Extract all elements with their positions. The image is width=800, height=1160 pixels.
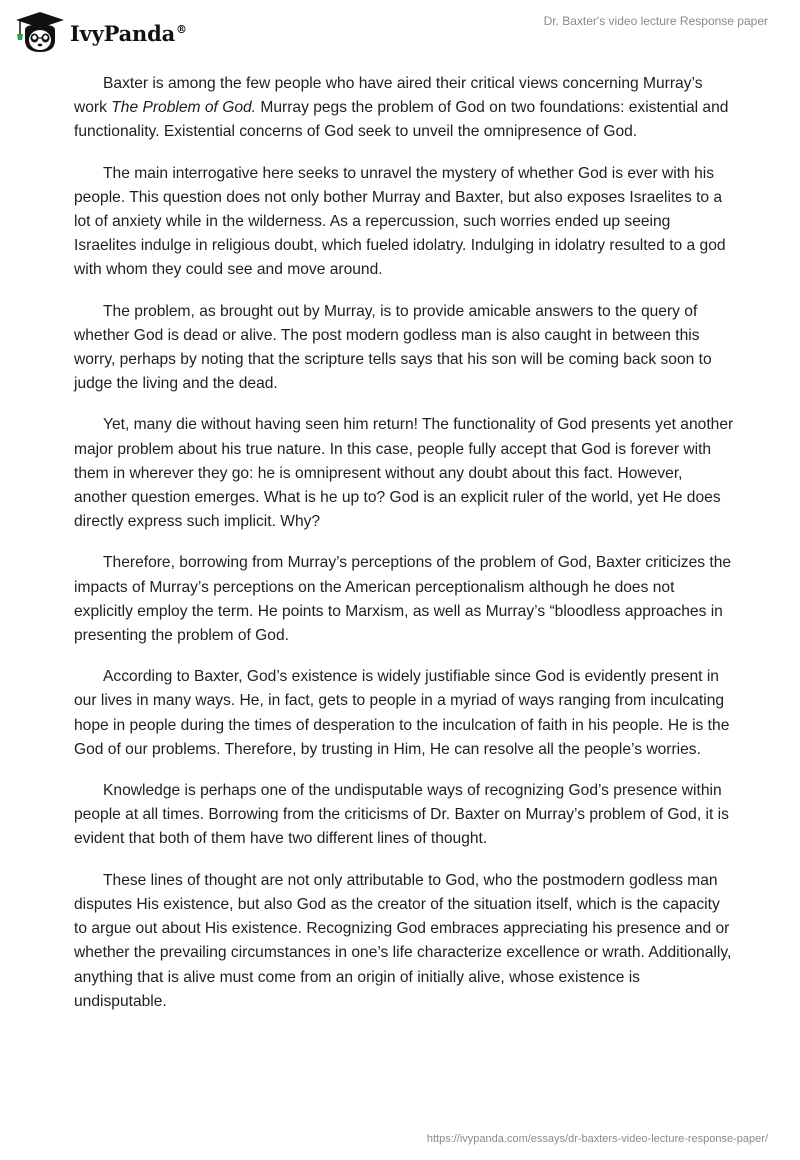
brand-logo[interactable]: [14, 10, 187, 54]
brand-name: IvyPanda®: [70, 20, 187, 46]
paragraph: Therefore, borrowing from Murray’s perceptions of the problem of God, Baxter criticizes the impacts of Murray’s perceptions on the American perceptionalism although he does not explicitly employ the term. He points to Marxism, as well as Murray’s “bloodless approaches in presenting the problem of God.: [74, 554, 732, 645]
paragraph: Yet, many die without having seen him return! The functionality of God presents yet another major problem about his true nature. In this case, people fully accept that God is forever with them in wherever they go: he is omnipresent without any doubt about this fact. However, another question emerges. What is he up to? God is an explicit ruler of the world, yet He does directly express such implicit. Why?: [74, 416, 734, 531]
paragraph: These lines of thought are not only attributable to God, who the postmodern godless man disputes His existence, but also God as the creator of the situation itself, which is the capacity to argue out about His existence. Recognizing God embraces appreciating his presence and or whether the prevailing circumstances in one’s life characterize excellence or wrath. Additionally, anything that is alive must come from an origin of initially alive, whose existence is undisputable.: [74, 871, 732, 1010]
paragraph: Knowledge is perhaps one of the undisputable ways of recognizing God’s presence within people at all times. Borrowing from the criticisms of Dr. Baxter on Murray’s problem of God, it is evident that both of them have two different lines of thought.: [74, 782, 729, 848]
panda-graduate-icon: [14, 10, 66, 54]
source-url-link[interactable]: https://ivypanda.com/essays/dr-baxters-video-lecture-response-paper/: [426, 1133, 768, 1145]
paragraph: Baxter is among the few people who have aired their critical views concerning Murray’s work The Problem of God. Murray pegs the problem of God on two foundations: existential and functionality. Existential concerns of God seek to unveil the omnipresence of God.: [74, 75, 729, 141]
paragraph: According to Baxter, God’s existence is widely justifiable since God is evidently present in our lives in many ways. He, in fact, gets to people in a myriad of ways ranging from inculcating hope in people during the times of desperation to the inculcation of faith in his people. He is the God of our problems. Therefore, by trusting in Him, He can resolve all the people’s worries.: [74, 668, 730, 758]
essay-body: [74, 72, 734, 1031]
page-header: [0, 0, 800, 60]
paragraph: The main interrogative here seeks to unravel the mystery of whether God is ever with his people. This question does not only bother Murray and Baxter, but also exposes Israelites to a lot of anxiety while in the wilderness. As a repercussion, such worries ended up seeing Israelites indulge in religious doubt, which fueled idolatry. Indulging in idolatry resulted to a god with whom they could see and move around.: [74, 164, 726, 279]
paragraph: The problem, as brought out by Murray, is to provide amicable answers to the query of whether God is dead or alive. The post modern godless man is also caught in between this worry, perhaps by noting that the scripture tells says that his son will be coming back soon to judge the living and the dead.: [74, 302, 712, 393]
document-title: Dr. Baxter's video lecture Response paper: [543, 14, 768, 28]
book-title: The Problem of God.: [111, 99, 257, 117]
